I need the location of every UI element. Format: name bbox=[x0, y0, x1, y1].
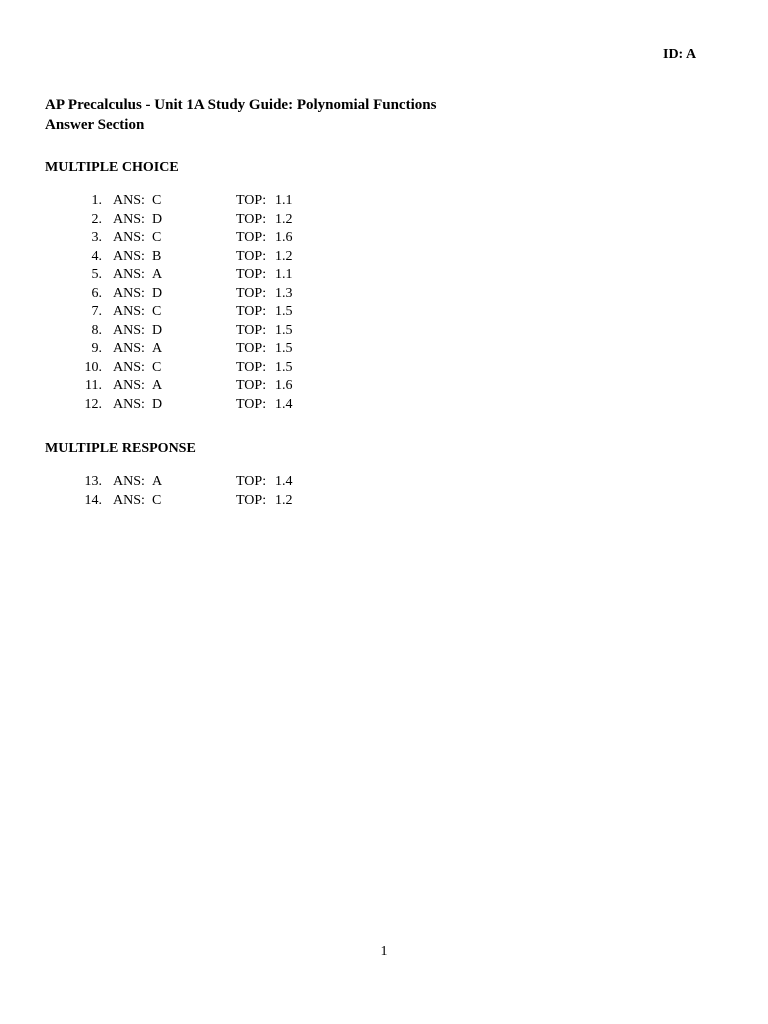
answer-label: ANS: bbox=[113, 230, 145, 245]
topic-label: TOP: bbox=[236, 359, 267, 375]
question-number: 14. bbox=[84, 492, 102, 508]
answer-label: ANS: bbox=[113, 378, 145, 393]
topic-label: TOP: bbox=[236, 396, 267, 412]
answer-label: ANS: bbox=[113, 492, 145, 508]
question-number: 11. bbox=[85, 378, 102, 393]
answer-row bbox=[0, 359, 400, 378]
answer-row bbox=[0, 492, 400, 511]
answer-label: ANS: bbox=[113, 193, 145, 208]
answer-label: ANS: bbox=[113, 474, 145, 489]
answer-value: A bbox=[152, 474, 163, 489]
topic-value: 1.2 bbox=[275, 211, 293, 227]
answer-row bbox=[0, 248, 400, 267]
topic-value: 1.5 bbox=[275, 359, 293, 375]
topic-label: TOP: bbox=[236, 474, 267, 489]
answer-row bbox=[0, 340, 400, 359]
topic-value: 1.4 bbox=[275, 474, 293, 489]
answer-label: ANS: bbox=[113, 396, 145, 412]
topic-value: 1.1 bbox=[275, 267, 293, 282]
topic-value: 1.6 bbox=[275, 230, 293, 245]
answer-row bbox=[0, 396, 400, 415]
topic-value: 1.5 bbox=[275, 304, 293, 319]
question-number: 13. bbox=[84, 474, 102, 489]
topic-label: TOP: bbox=[236, 285, 267, 301]
answer-section-subtitle: Answer Section bbox=[45, 117, 145, 133]
topic-label: TOP: bbox=[236, 248, 267, 264]
answer-value: C bbox=[152, 230, 162, 245]
answer-label: ANS: bbox=[113, 304, 145, 319]
answer-row bbox=[0, 285, 400, 304]
answer-row bbox=[0, 229, 400, 248]
multiple-response-heading: MULTIPLE RESPONSE bbox=[45, 441, 196, 456]
answer-value: C bbox=[152, 359, 162, 375]
answer-value: C bbox=[152, 193, 162, 208]
answer-label: ANS: bbox=[113, 322, 145, 338]
answer-label: ANS: bbox=[113, 359, 145, 375]
question-number: 8. bbox=[91, 322, 102, 338]
topic-value: 1.2 bbox=[275, 492, 293, 508]
topic-value: 1.3 bbox=[275, 285, 293, 301]
topic-value: 1.2 bbox=[275, 248, 293, 264]
topic-label: TOP: bbox=[236, 193, 267, 208]
answer-label: ANS: bbox=[113, 341, 145, 356]
question-number: 3. bbox=[91, 230, 102, 245]
answer-value: B bbox=[152, 248, 162, 264]
topic-value: 1.5 bbox=[275, 322, 293, 338]
topic-value: 1.1 bbox=[275, 193, 293, 208]
topic-value: 1.6 bbox=[275, 378, 293, 393]
topic-label: TOP: bbox=[236, 378, 267, 393]
question-number: 6. bbox=[91, 285, 102, 301]
answer-row bbox=[0, 303, 400, 322]
answer-row bbox=[0, 192, 400, 211]
topic-value: 1.4 bbox=[275, 396, 293, 412]
answer-label: ANS: bbox=[113, 211, 145, 227]
answer-value: D bbox=[152, 396, 163, 412]
answer-row bbox=[0, 473, 400, 492]
answer-row bbox=[0, 377, 400, 396]
answer-value: C bbox=[152, 492, 162, 508]
answer-value: A bbox=[152, 267, 163, 282]
question-number: 4. bbox=[91, 248, 102, 264]
id-label: ID: A bbox=[663, 47, 697, 62]
answer-row bbox=[0, 322, 400, 341]
topic-label: TOP: bbox=[236, 230, 267, 245]
answer-value: D bbox=[152, 322, 163, 338]
question-number: 7. bbox=[91, 304, 102, 319]
answer-value: C bbox=[152, 304, 162, 319]
title-line: AP Precalculus - Unit 1A Study Guide: Polynomial Functions bbox=[45, 97, 437, 113]
answer-row bbox=[0, 211, 400, 230]
topic-label: TOP: bbox=[236, 304, 267, 319]
question-number: 1. bbox=[91, 193, 102, 208]
question-number: 2. bbox=[91, 211, 102, 227]
answer-label: ANS: bbox=[113, 248, 145, 264]
question-number: 5. bbox=[91, 267, 102, 282]
question-number: 9. bbox=[91, 341, 102, 356]
document-title bbox=[45, 95, 436, 135]
multiple-choice-answer-list bbox=[0, 192, 400, 414]
question-number: 12. bbox=[84, 396, 102, 412]
answer-value: A bbox=[152, 378, 163, 393]
topic-label: TOP: bbox=[236, 267, 267, 282]
answer-row bbox=[0, 266, 400, 285]
topic-label: TOP: bbox=[236, 211, 267, 227]
answer-value: A bbox=[152, 341, 163, 356]
topic-label: TOP: bbox=[236, 492, 267, 508]
topic-label: TOP: bbox=[236, 322, 267, 338]
page-number: 1 bbox=[380, 944, 388, 959]
question-number: 10. bbox=[84, 359, 102, 375]
topic-label: TOP: bbox=[236, 341, 267, 356]
topic-value: 1.5 bbox=[275, 341, 293, 356]
multiple-response-answer-list bbox=[0, 473, 400, 510]
answer-value: D bbox=[152, 285, 163, 301]
multiple-choice-heading: MULTIPLE CHOICE bbox=[45, 160, 179, 175]
answer-label: ANS: bbox=[113, 267, 145, 282]
answer-value: D bbox=[152, 211, 163, 227]
answer-label: ANS: bbox=[113, 285, 145, 301]
